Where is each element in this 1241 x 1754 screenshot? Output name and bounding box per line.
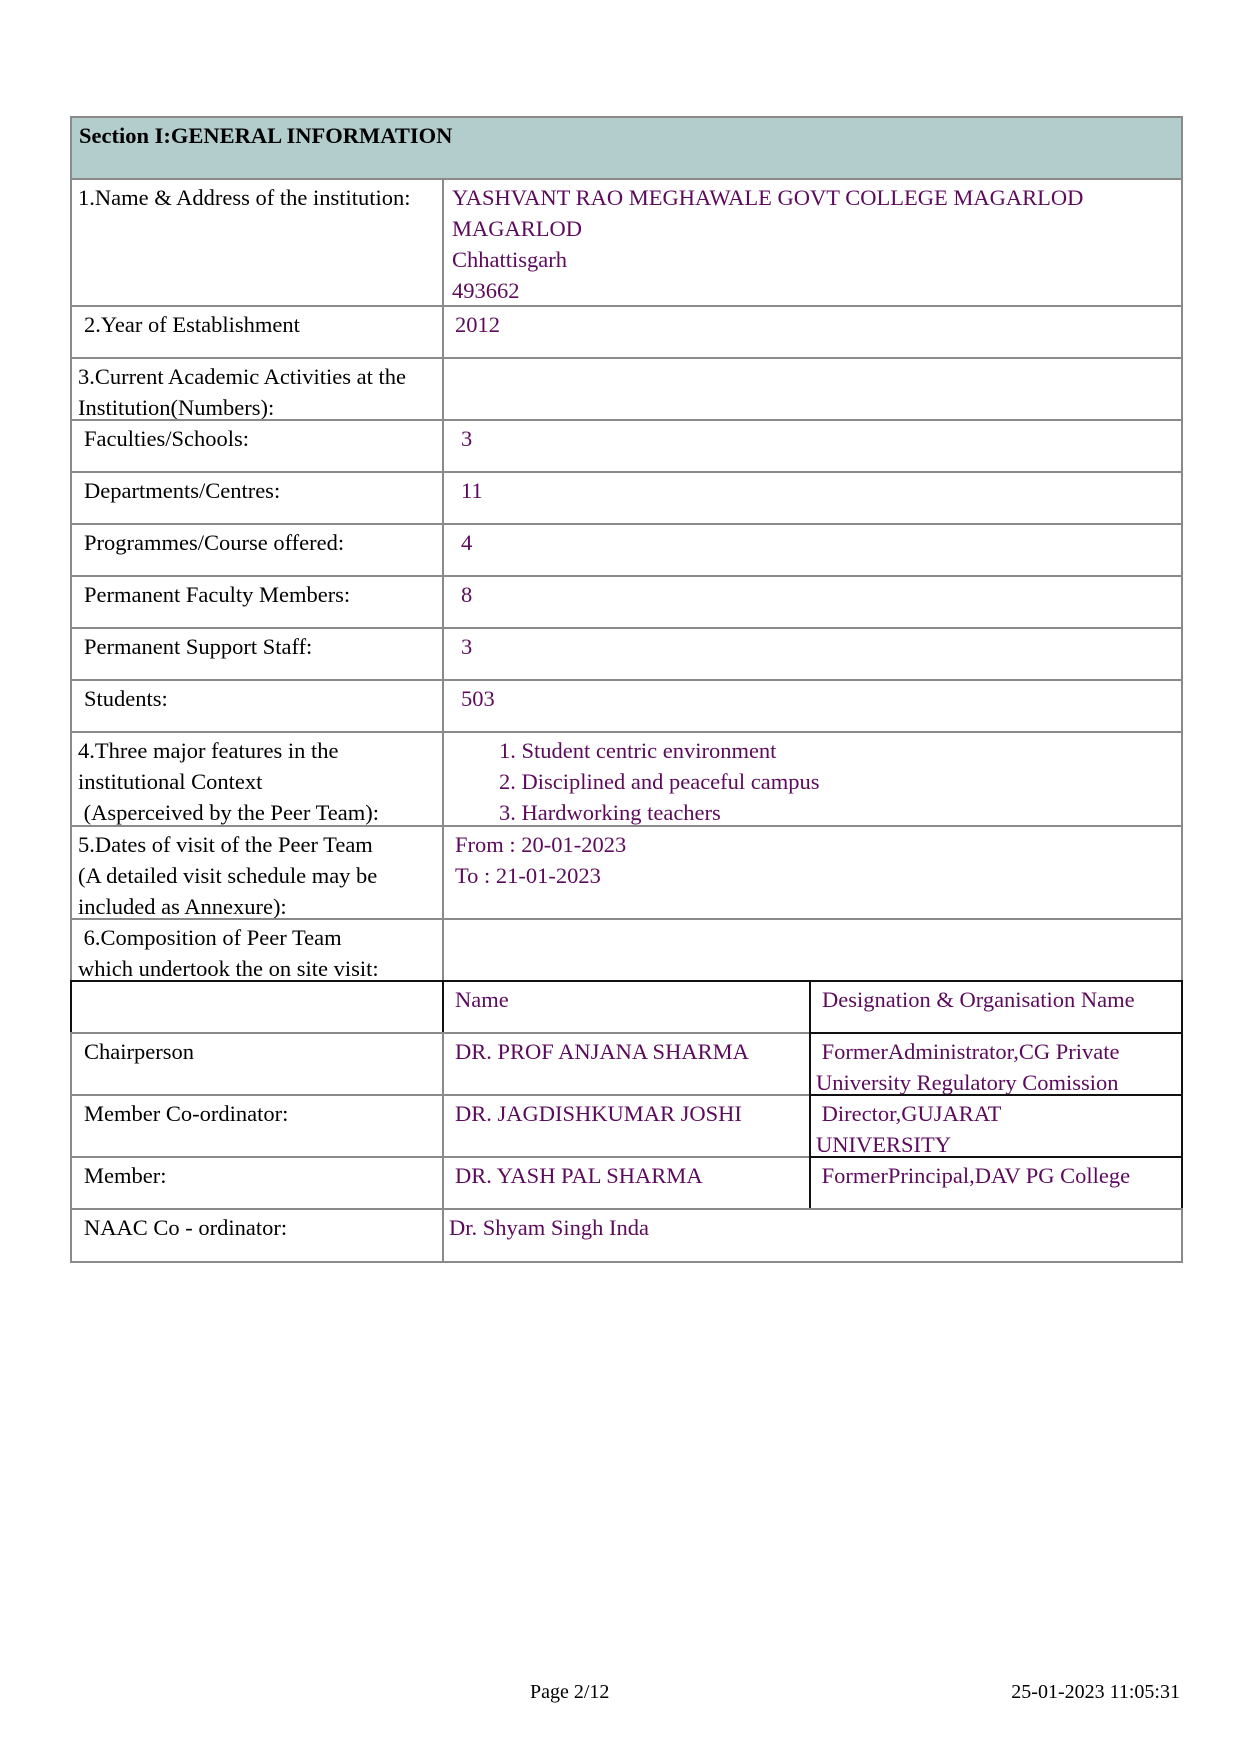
- peer-team-row: [70, 1032, 1183, 1096]
- institution-pin: 493662: [452, 278, 520, 303]
- peer-designation: [809, 1156, 1183, 1210]
- label-features-line: 4.Three major features in the: [78, 738, 339, 763]
- institution-state: Chhattisgarh: [452, 247, 567, 272]
- label-dates-line: 5.Dates of visit of the Peer Team: [78, 832, 373, 857]
- value-faculties: 3: [442, 419, 1183, 473]
- peer-name: DR. YASH PAL SHARMA: [442, 1156, 811, 1210]
- value-dates: [442, 825, 1183, 920]
- peer-designation-line: FormerPrincipal,DAV PG College: [816, 1163, 1131, 1188]
- label-current-activities: 3.Current Academic Activities at the Institution(Numbers):: [70, 357, 444, 421]
- row-features: [70, 731, 1183, 827]
- peer-designation: [809, 1032, 1183, 1096]
- label-students: Students:: [70, 679, 444, 733]
- peer-role: Chairperson: [70, 1032, 444, 1096]
- visit-from-date: From : 20-01-2023: [455, 832, 627, 857]
- row-current-activities: [70, 357, 1183, 421]
- value-programmes: 4: [442, 523, 1183, 577]
- value-departments: 11: [442, 471, 1183, 525]
- feature-item: 1. Student centric environment: [499, 738, 777, 763]
- peer-team-header-designation: Designation & Organisation Name: [809, 980, 1183, 1034]
- peer-designation-line: Director,GUJARAT: [816, 1101, 1002, 1126]
- label-faculties: Faculties/Schools:: [70, 419, 444, 473]
- label-composition-line: which undertook the on site visit:: [78, 956, 379, 981]
- page-number: Page 2/12: [530, 1681, 610, 1703]
- label-dates: [70, 825, 444, 920]
- section-header-row: [70, 116, 1183, 180]
- value-features: [442, 731, 1183, 827]
- label-composition-line: 6.Composition of Peer Team: [78, 925, 342, 950]
- label-support-staff: Permanent Support Staff:: [70, 627, 444, 681]
- peer-designation-line: UNIVERSITY: [816, 1132, 951, 1157]
- label-features-line: (Asperceived by the Peer Team):: [78, 800, 380, 825]
- peer-designation-line: FormerAdministrator,CG Private: [816, 1039, 1120, 1064]
- row-support-staff: [70, 627, 1183, 681]
- institution-city: MAGARLOD: [452, 216, 583, 241]
- row-composition: [70, 918, 1183, 982]
- label-dates-line: included as Annexure):: [78, 894, 287, 919]
- peer-designation: [809, 1094, 1183, 1158]
- peer-team-header-row: [70, 980, 1183, 1034]
- label-name-address: 1.Name & Address of the institution:: [70, 178, 444, 307]
- peer-role: Member:: [70, 1156, 444, 1210]
- feature-item: 2. Disciplined and peaceful campus: [499, 769, 820, 794]
- row-faculty-members: [70, 575, 1183, 629]
- visit-to-date: To : 21-01-2023: [455, 863, 601, 888]
- value-composition: [442, 918, 1183, 982]
- row-dates: [70, 825, 1183, 920]
- institution-name: YASHVANT RAO MEGHAWALE GOVT COLLEGE MAGARLOD: [452, 185, 1084, 210]
- peer-name: DR. JAGDISHKUMAR JOSHI: [442, 1094, 811, 1158]
- value-year: 2012: [442, 305, 1183, 359]
- peer-team-header-name: Name: [442, 980, 811, 1034]
- row-name-address: [70, 178, 1183, 307]
- label-year: 2.Year of Establishment: [70, 305, 444, 359]
- section-title: Section I:GENERAL INFORMATION: [70, 116, 1183, 180]
- label-faculty-members: Permanent Faculty Members:: [70, 575, 444, 629]
- peer-team-row: [70, 1094, 1183, 1158]
- naac-name: Dr. Shyam Singh Inda: [442, 1208, 1183, 1263]
- naac-role: NAAC Co - ordinator:: [70, 1208, 444, 1263]
- peer-team-header-blank: [70, 980, 444, 1034]
- row-departments: [70, 471, 1183, 525]
- label-features-line: institutional Context: [78, 769, 263, 794]
- label-dates-line: (A detailed visit schedule may be: [78, 863, 378, 888]
- peer-designation-line: University Regulatory Comission: [816, 1070, 1119, 1095]
- value-students: 503: [442, 679, 1183, 733]
- row-students: [70, 679, 1183, 733]
- footer-timestamp: 25-01-2023 11:05:31: [1011, 1681, 1180, 1703]
- value-faculty-members: 8: [442, 575, 1183, 629]
- row-faculties: [70, 419, 1183, 473]
- label-programmes: Programmes/Course offered:: [70, 523, 444, 577]
- label-departments: Departments/Centres:: [70, 471, 444, 525]
- row-year: [70, 305, 1183, 359]
- features-list: [455, 735, 1171, 827]
- value-name-address: [442, 178, 1183, 307]
- row-programmes: [70, 523, 1183, 577]
- naac-coordinator-row: [70, 1208, 1183, 1263]
- value-current-activities: [442, 357, 1183, 421]
- label-features: [70, 731, 444, 827]
- peer-team-row: [70, 1156, 1183, 1210]
- feature-item: 3. Hardworking teachers: [499, 800, 721, 825]
- value-support-staff: 3: [442, 627, 1183, 681]
- peer-role: Member Co-ordinator:: [70, 1094, 444, 1158]
- peer-name: DR. PROF ANJANA SHARMA: [442, 1032, 811, 1096]
- label-composition: [70, 918, 444, 982]
